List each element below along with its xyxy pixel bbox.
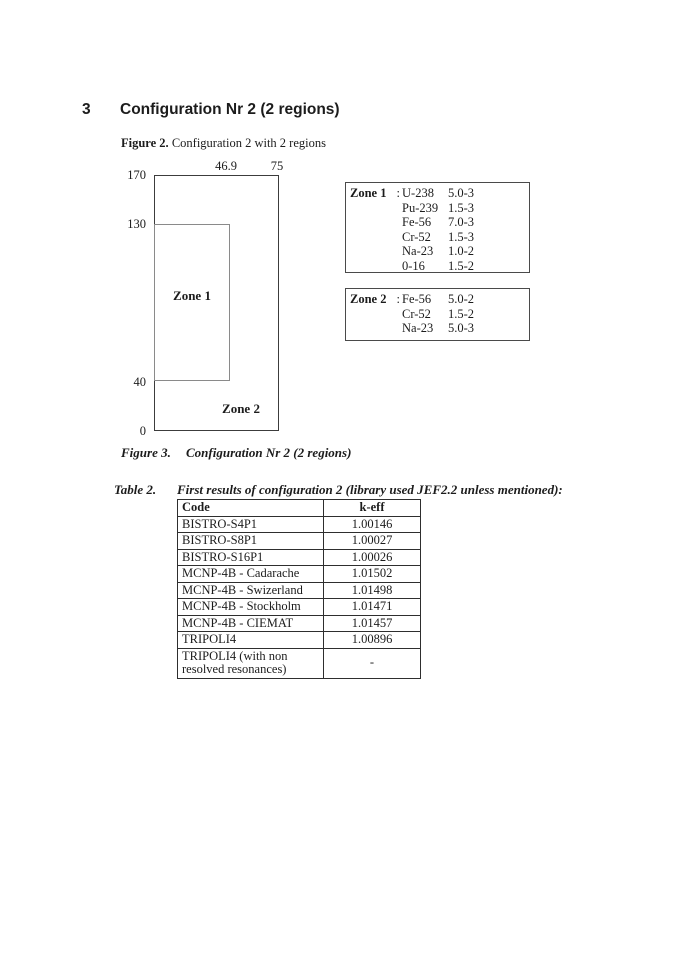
column-header-code: Code [178,500,324,517]
section-title: Configuration Nr 2 (2 regions) [120,101,340,118]
zone1-material-row [350,244,529,259]
code-cell: BISTRO-S4P1 [178,516,324,533]
isotope-density: 1.5-2 [448,258,475,273]
figure3-caption-text: Configuration Nr 2 (2 regions) [186,445,352,460]
code-cell: MCNP-4B - Swizerland [178,582,324,599]
figure2-caption [121,136,326,151]
figure3-label: Figure 3. [121,445,171,460]
zone2-region-label: Zone 2 [222,401,260,416]
section-number: 3 [82,101,91,118]
code-cell: MCNP-4B - CIEMAT [178,615,324,632]
table-row [178,648,421,678]
zone1-material-row [350,230,529,245]
keff-cell: 1.01502 [324,566,421,583]
code-cell: MCNP-4B - Stockholm [178,599,324,616]
zone1-region-label: Zone 1 [173,288,211,303]
table2-label: Table 2. [114,482,157,497]
keff-cell: 1.00896 [324,632,421,649]
figure2-label: Figure 2. [121,136,169,150]
isotope-name: Pu-239 [402,200,439,215]
code-cell: TRIPOLI4 [178,632,324,649]
code-cell: BISTRO-S8P1 [178,533,324,550]
figure2-caption-text: Configuration 2 with 2 regions [171,136,326,150]
table-row [178,615,421,632]
keff-cell: 1.00027 [324,533,421,550]
table-row [178,632,421,649]
zone2-material-row [350,321,529,336]
zone1-composition-box [345,182,530,273]
isotope-name: 0-16 [402,258,425,273]
zone2-composition-box [345,288,530,341]
keff-cell: 1.00026 [324,549,421,566]
results-table [177,499,421,679]
keff-cell: - [324,648,421,678]
table-row [178,549,421,566]
isotope-name: Na-23 [402,244,434,258]
isotope-density: 1.5-2 [448,306,475,321]
x-axis-label-75: 75 [270,159,284,173]
y-axis-label-40: 40 [133,375,146,389]
column-header-keff: k-eff [324,500,421,517]
zone1-material-row [350,201,529,216]
isotope-density: 5.0-3 [448,321,475,335]
code-cell: BISTRO-S16P1 [178,549,324,566]
isotope-name: Cr-52 [402,306,431,321]
table-row [178,599,421,616]
x-axis-label-46-9: 46.9 [215,159,237,173]
y-axis-label-170: 170 [127,168,146,182]
zone1-material-row [350,186,529,201]
table-header-row [178,500,421,517]
isotope-density: 1.5-3 [448,200,475,215]
keff-cell: 1.01498 [324,582,421,599]
zone1-material-row [350,259,529,274]
zone2-box-title: Zone 2 : [350,292,400,306]
keff-cell: 1.01471 [324,599,421,616]
y-axis-label-130: 130 [127,217,146,231]
table-row [178,516,421,533]
zone2-material-row [350,292,529,307]
table-row [178,582,421,599]
table-row [178,533,421,550]
isotope-density: 5.0-3 [448,186,475,200]
table2-caption-text: First results of configuration 2 (library used JEF2.2 unless mentioned): [177,482,563,497]
table-row [178,566,421,583]
isotope-name: U-238 [402,186,434,200]
zone1-box-title: Zone 1 : [350,186,400,200]
isotope-density: 1.5-3 [448,229,475,244]
zone1-material-row [350,215,529,230]
isotope-name: Fe-56 [402,292,432,306]
isotope-density: 7.0-3 [448,215,475,229]
y-axis-label-0: 0 [139,424,146,438]
keff-cell: 1.01457 [324,615,421,632]
zone2-material-row [350,307,529,322]
isotope-name: Cr-52 [402,229,431,244]
isotope-name: Na-23 [402,321,434,335]
isotope-name: Fe-56 [402,215,432,229]
isotope-density: 1.0-2 [448,244,475,258]
keff-cell: 1.00146 [324,516,421,533]
code-cell: MCNP-4B - Cadarache [178,566,324,583]
code-cell: TRIPOLI4 (with non resolved resonances) [178,648,324,678]
isotope-density: 5.0-2 [448,292,475,306]
